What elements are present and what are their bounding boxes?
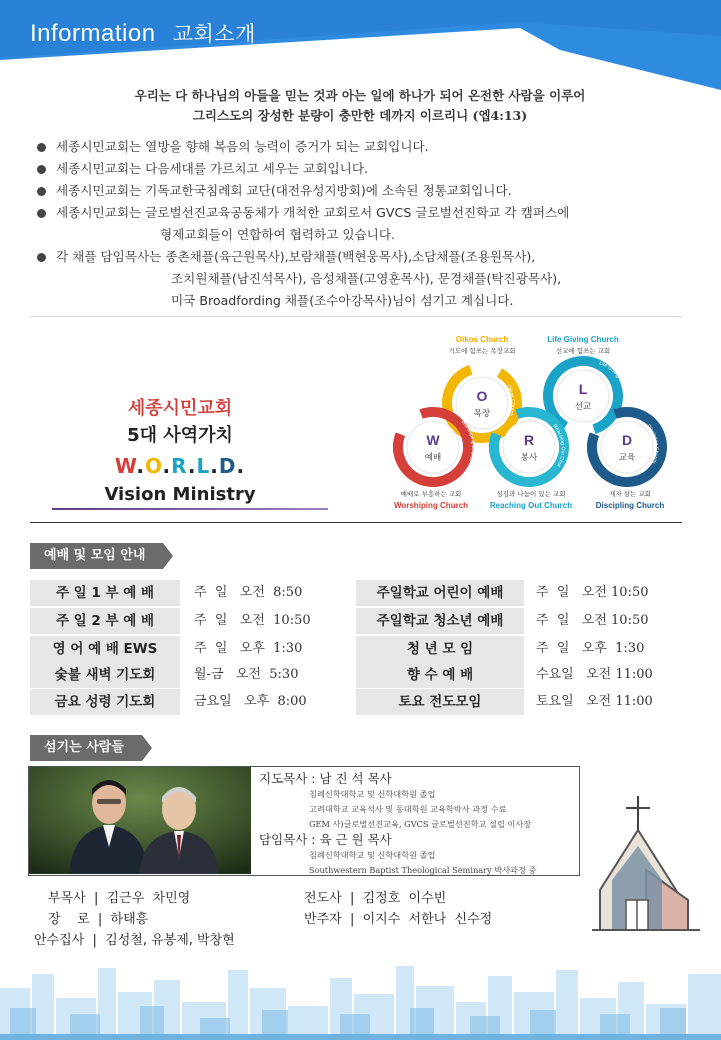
- pastor-detail: 고려대학교 교육석사 및 동대학원 교육학박사 과정 수료: [309, 804, 507, 814]
- discipling-label-ko: 제자 삼는 교회: [609, 490, 651, 498]
- circle-arc-label: Life Giving Church: [598, 360, 627, 395]
- intro-item: 세종시민교회는 다음세대를 가르치고 세우는 교회입니다.: [34, 158, 694, 180]
- service-time: 주 일 오전 10:50: [194, 613, 311, 628]
- circle-text: 봉사: [520, 453, 538, 463]
- circle-letter: O: [476, 388, 488, 404]
- acronym-dot: .: [162, 454, 172, 478]
- header-title: [30, 18, 256, 48]
- service-time: 금요일 오후 8:00: [194, 694, 307, 709]
- pastor-detail: 침례신학대학교 및 신학대학원 졸업: [309, 789, 436, 799]
- circle-text: 예배: [424, 453, 442, 463]
- vision-ministry: Vision Ministry: [104, 484, 256, 505]
- intro-list: [34, 136, 694, 312]
- service-time: 월-금 오전 5:30: [194, 667, 299, 682]
- life-label-en: Life Giving Church: [547, 335, 619, 344]
- leaders-text: [259, 771, 577, 878]
- divider: [30, 522, 682, 523]
- worship-label-en: Worshiping Church: [393, 501, 469, 510]
- leaders-box: [28, 766, 580, 876]
- city-skyline-decoration: [0, 958, 721, 1040]
- intro-item-continued: 미국 Broadfording 채플(조수아강목사)님이 섬기고 계십니다.: [171, 293, 514, 308]
- schedule-row: [30, 636, 710, 662]
- oikos-label-ko: 기도에 힘쓰는 목장교회: [448, 347, 516, 355]
- service-name: 영 어 예 배 EWS: [30, 636, 180, 662]
- circle-text: 선교: [574, 402, 592, 412]
- acronym-letter: L: [196, 454, 211, 478]
- circle-arc-label: Oikos Church: [505, 384, 516, 417]
- header-title-en: Information: [30, 20, 156, 47]
- schedule-row: [30, 580, 710, 606]
- reaching-label-en: Reaching Out Church: [489, 501, 573, 510]
- service-name: 청 년 모 임: [356, 636, 524, 662]
- church-icon: [592, 790, 702, 940]
- acronym-dot: .: [210, 454, 219, 478]
- church-name: 세종시민교회: [127, 398, 233, 419]
- service-name: 주일학교 어린이 예배: [356, 580, 524, 606]
- title-underline: [52, 508, 328, 510]
- oikos-label-en: Oikos Church: [455, 335, 509, 344]
- intro-item: 세종시민교회는 열방을 향해 복음의 능력이 증거가 되는 교회입니다.: [34, 136, 694, 158]
- service-name: 금요 성령 기도회: [30, 689, 180, 715]
- circle-letter: D: [621, 432, 633, 448]
- service-name: 향 수 예 배: [356, 662, 524, 688]
- intro-item-continued: 조치원채플(남진석목사), 음성채플(고영훈목사), 문경채플(탁진광목사),: [171, 271, 562, 286]
- acronym-dot: .: [187, 454, 197, 478]
- circle-letter: W: [426, 432, 440, 448]
- service-time: 주 일 오후 1:30: [536, 641, 645, 656]
- acronym-dot: .: [236, 454, 246, 478]
- circle-arc-label: Reaching Out Chur: [551, 423, 566, 469]
- worship-label-ko: 예배로 부흥하는 교회: [400, 490, 462, 498]
- service-time: 주 일 오후 1:30: [194, 641, 303, 656]
- intro-item: 세종시민교회는 기독교한국침례회 교단(대전유성지방회)에 소속된 정통교회입니다.: [34, 180, 694, 202]
- divider: [30, 316, 682, 317]
- service-name: 숯불 새벽 기도회: [30, 662, 180, 688]
- circle-letter: R: [523, 432, 535, 448]
- discipling-label-en: Discipling Church: [595, 501, 665, 510]
- service-time: 토요일 오전 11:00: [536, 694, 653, 709]
- bible-verse: [60, 86, 660, 126]
- service-time: 주 일 오전 10:50: [536, 613, 649, 628]
- service-name: 토요 전도모임: [356, 689, 524, 715]
- leaders-tab: 섬기는 사람들: [30, 735, 142, 761]
- life-label-ko: 선교에 힘쓰는 교회: [555, 347, 611, 355]
- schedule-row: [30, 689, 710, 715]
- intro-item-continued: 형제교회들이 연합하여 협력하고 있습니다.: [160, 227, 395, 242]
- intro-item: 세종시민교회는 글로벌선진교육공동체가 개척한 교회로서 GVCS 글로벌선진학교 각 캠퍼스에: [34, 202, 694, 224]
- verse-line-1: 우리는 다 하나님의 아들을 믿는 것과 아는 일에 하나가 되어 온전한 사람을 이루어: [134, 88, 586, 103]
- service-time: 주 일 오전 8:50: [194, 585, 303, 600]
- schedule-row: [30, 608, 710, 634]
- verse-line-2: 그리스도의 장성한 분량이 충만한 데까지 이르리니 (엡4:13): [192, 108, 528, 123]
- circle-text: 교육: [618, 453, 636, 463]
- reaching-label-ko: 섬김과 나눔이 있는 교회: [496, 490, 566, 498]
- world-acronym: [60, 450, 300, 482]
- circle-arc-label: Worshiping Church: [459, 419, 477, 463]
- staff-elder: 장 로 | 하태흥: [48, 912, 149, 927]
- service-time: 주 일 오전 10:50: [536, 585, 649, 600]
- acronym-dot: .: [136, 454, 145, 478]
- intro-item: 각 채플 담임목사는 종촌채플(육근원목사),보람채플(백현웅목사),소담채플(조용원목사),: [34, 246, 694, 268]
- service-name: 주 일 2 부 예 배: [30, 608, 180, 634]
- service-name: 주 일 1 부 예 배: [30, 580, 180, 606]
- pastor-detail: Southwestern Baptist Theological Seminary 박사과정 중: [309, 865, 537, 875]
- senior-pastor-role: 지도목사 : 남 진 석 목사: [259, 771, 392, 786]
- circle-text: 목장: [473, 409, 491, 419]
- service-name: 주일학교 청소년 예배: [356, 608, 524, 634]
- staff-assoc-pastor: 부목사 | 김근우 차민영: [48, 891, 191, 906]
- acronym-letter: O: [144, 454, 163, 478]
- staff-deacons: 안수집사 | 김성철, 유봉제, 박창현: [34, 933, 235, 948]
- staff-pianists: 반주자 | 이지수 서한나 신수정: [304, 912, 493, 927]
- acronym-letter: D: [218, 454, 237, 478]
- world-diagram: [385, 326, 685, 516]
- pastors-photo: [29, 767, 251, 874]
- acronym-letter: R: [171, 454, 188, 478]
- five-values-title: 5대 사역가치: [127, 425, 233, 446]
- staff-evangelists: 전도사 | 김정호 이수빈: [304, 891, 447, 906]
- schedule-tab: 예배 및 모임 안내: [30, 543, 163, 569]
- pastor-detail: GEM 사)글로벌선진교육, GVCS 글로벌선진학교 설립 이사장: [309, 819, 532, 829]
- world-vision-title: [60, 396, 300, 508]
- schedule-row: [30, 662, 710, 688]
- circle-letter: L: [578, 381, 588, 397]
- acronym-letter: W: [114, 454, 137, 478]
- service-time: 수요일 오전 11:00: [536, 667, 653, 682]
- pastor-detail: 침례신학대학교 및 신학대학원 졸업: [309, 850, 436, 860]
- circle-arc-label: Discipling Church: [645, 423, 660, 465]
- header-title-ko: 교회소개: [172, 22, 256, 46]
- lead-pastor-role: 담임목사 : 육 근 원 목사: [259, 832, 392, 847]
